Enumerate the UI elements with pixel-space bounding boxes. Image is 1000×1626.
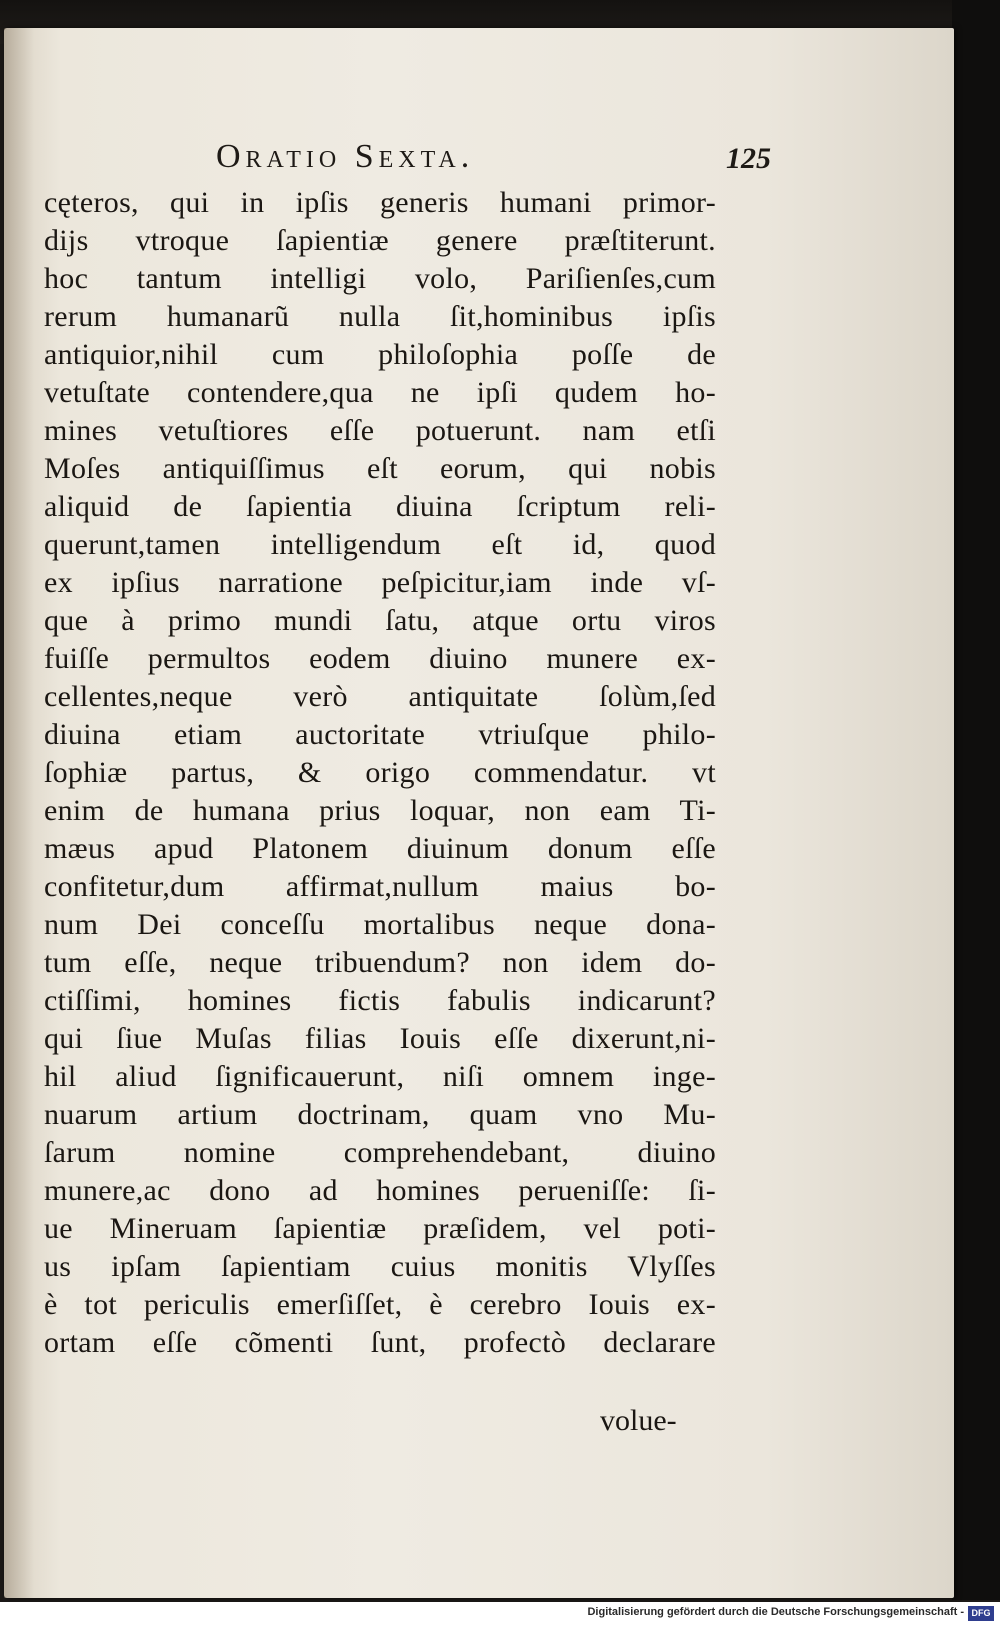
text-line: mines vetuſtiores eſſe potuerunt. nam etſi xyxy=(44,414,716,447)
text-line: diuina etiam auctoritate vtriuſque philo- xyxy=(44,718,716,751)
text-line: querunt,tamen intelligendum eſt id, quod xyxy=(44,528,716,561)
text-line: hil aliud ſignificauerunt, niſi omnem inge- xyxy=(44,1060,716,1093)
gutter-shadow xyxy=(4,28,34,1598)
text-line: ſarum nomine comprehendebant, diuino xyxy=(44,1136,716,1169)
text-line: ex ipſius narratione peſpicitur,iam inde vſ- xyxy=(44,566,716,599)
text-line: cellentes,neque verò antiquitate ſolùm,ſed xyxy=(44,680,716,713)
text-line: ſophiæ partus, & origo commendatur. vt xyxy=(44,756,716,789)
text-line: num Dei conceſſu mortalibus neque dona- xyxy=(44,908,716,941)
text-line: tum eſſe, neque tribuendum? non idem do- xyxy=(44,946,716,979)
text-line: Moſes antiquiſſimus eſt eorum, qui nobis xyxy=(44,452,716,485)
text-line: ue Mineruam ſapientiæ præſidem, vel poti- xyxy=(44,1212,716,1245)
text-line: vetuſtate contendere,qua ne ipſi qudem ho- xyxy=(44,376,716,409)
text-line: us ipſam ſapientiam cuius monitis Vlyſſes xyxy=(44,1250,716,1283)
text-line: que à primo mundi ſatu, atque ortu viros xyxy=(44,604,716,637)
text-line: nuarum artium doctrinam, quam vno Mu- xyxy=(44,1098,716,1131)
text-line: mæus apud Platonem diuinum donum eſſe xyxy=(44,832,716,865)
text-line: enim de humana prius loquar, non eam Ti- xyxy=(44,794,716,827)
scanner-background-right xyxy=(952,0,1000,1600)
text-line: munere,ac dono ad homines perueniſſe: ſi- xyxy=(44,1174,716,1207)
dfg-logo: DFG xyxy=(968,1606,994,1621)
text-line: qui ſiue Muſas filias Iouis eſſe dixerunt,ni- xyxy=(44,1022,716,1055)
text-line: aliquid de ſapientia diuina ſcriptum reli- xyxy=(44,490,716,523)
catchword: volue- xyxy=(600,1404,677,1437)
book-page xyxy=(4,28,954,1598)
text-line: ortam eſſe cõmenti ſunt, profectò declarare xyxy=(44,1326,716,1359)
text-line: fuiſſe permultos eodem diuino munere ex- xyxy=(44,642,716,675)
text-line: hoc tantum intelligi volo, Pariſienſes,cum xyxy=(44,262,716,295)
running-head-title: Oratio Sexta. xyxy=(216,138,475,175)
text-line: cęteros, qui in ipſis generis humani primor- xyxy=(44,186,716,219)
funding-credit: Digitalisierung gefördert durch die Deutsche Forschungsgemeinschaft - xyxy=(587,1606,964,1618)
body-text xyxy=(44,184,716,1362)
text-line: confitetur,dum affirmat,nullum maius bo- xyxy=(44,870,716,903)
text-line: rerum humanarũ nulla ſit,hominibus ipſis xyxy=(44,300,716,333)
text-line: antiquior,nihil cum philoſophia poſſe de xyxy=(44,338,716,371)
text-line: dijs vtroque ſapientiæ genere præſtiterunt. xyxy=(44,224,716,257)
text-line: ctiſſimi, homines fictis fabulis indicarunt? xyxy=(44,984,716,1017)
digitization-footer xyxy=(0,1602,1000,1626)
page-number: 125 xyxy=(726,142,771,175)
text-line: è tot periculis emerſiſſet, è cerebro Iouis ex- xyxy=(44,1288,716,1321)
